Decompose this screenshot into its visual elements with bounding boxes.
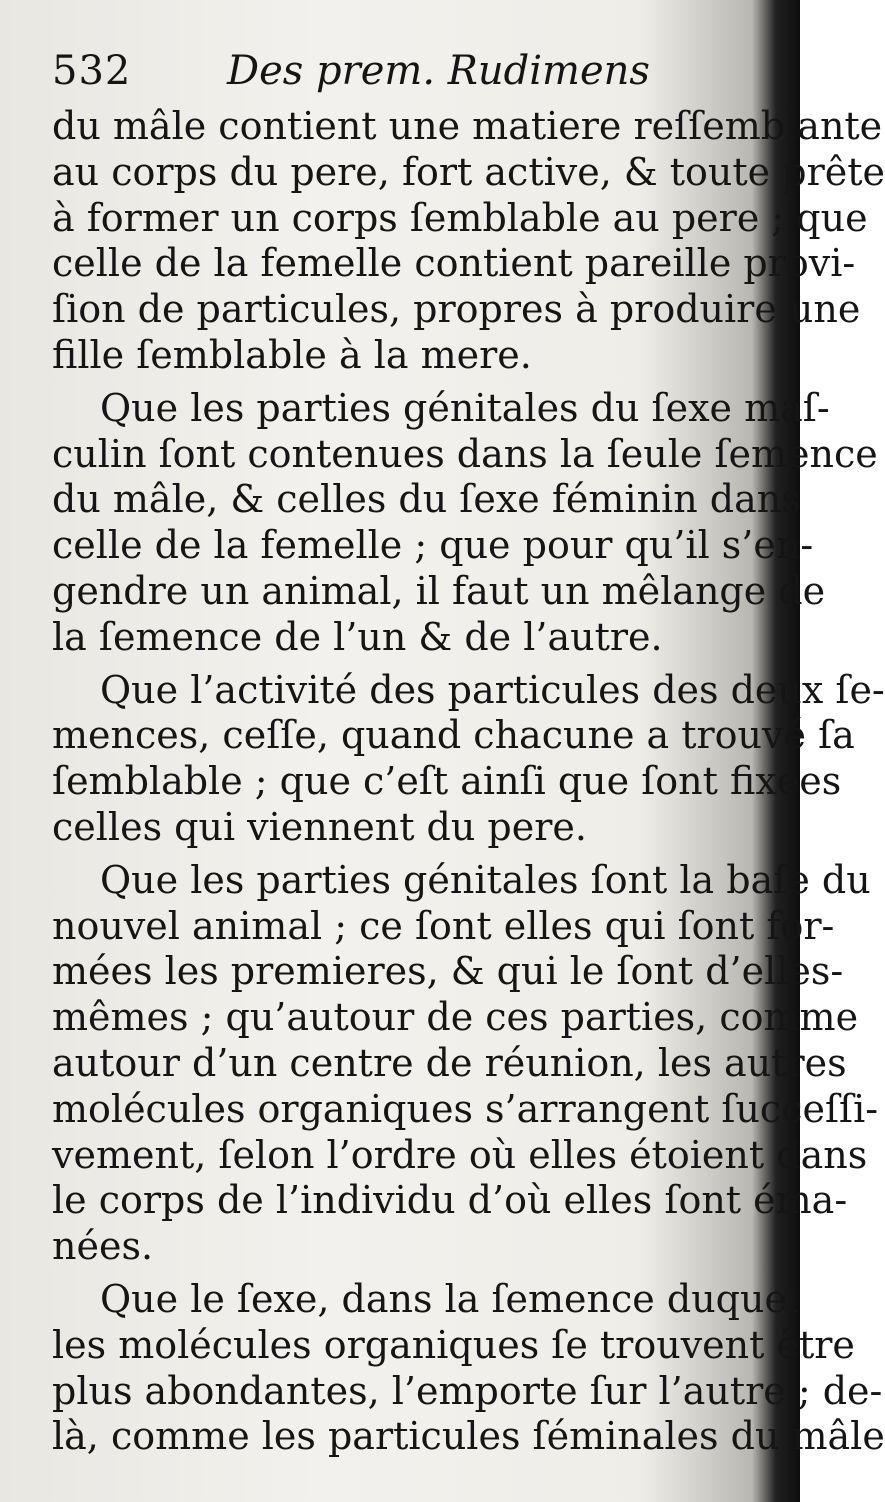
text-line: Que les parties génitales du ſexe maſ- (100, 385, 830, 430)
paragraph-gap (52, 379, 754, 386)
text-line: gendre un animal, il faut un mêlange de (52, 568, 826, 613)
paragraph-3 (52, 667, 885, 851)
page-number: 532 (52, 48, 132, 94)
text-line: à former un corps ſemblable au pere ; que (52, 195, 868, 240)
text-line: plus abondantes, l’emporte ſur l’autre ; de- (52, 1368, 883, 1413)
text-line: celles qui viennent du pere. (52, 804, 587, 849)
paragraph-gap (52, 851, 754, 858)
page-header (52, 42, 752, 104)
text-line: autour d’un centre de réunion, les autres (52, 1040, 847, 1085)
text-line: molécules organiques s’arrangent ſucceſſi- (52, 1086, 879, 1131)
text-line: ſemblable ; que c’eſt ainſi que ſont fixées (52, 759, 842, 804)
text-line: là, comme les particules ſéminales du mâle (52, 1414, 885, 1459)
paragraph-gap (52, 1270, 754, 1277)
body-text (52, 104, 885, 1460)
paragraph-4 (52, 857, 879, 1270)
text-line: Que les parties génitales ſont la baſe du (100, 857, 871, 902)
paragraph-1 (52, 104, 885, 379)
paragraph-gap (52, 661, 754, 668)
text-line: Que le ſexe, dans la ſemence duquel (100, 1276, 800, 1321)
text-line: culin ſont contenues dans la ſeule ſemence (52, 431, 878, 476)
paragraph-2 (52, 385, 878, 661)
text-line: nées. (52, 1224, 154, 1269)
running-head: Des prem. Rudimens (227, 48, 650, 94)
text-line: vement, ſelon l’ordre où elles étoient dans (52, 1132, 868, 1177)
text-line: ſion de particules, propres à produire une (52, 287, 861, 332)
text-line: la ſemence de l’un & de l’autre. (52, 614, 663, 659)
text-line: mées les premieres, & qui le ſont d’elles- (52, 949, 844, 994)
text-line: au corps du pere, fort active, & toute prête (52, 149, 885, 194)
text-line: le corps de l’individu d’où elles ſont éma- (52, 1178, 848, 1223)
text-line: du mâle, & celles du ſexe féminin dans (52, 477, 801, 522)
text-line: les molécules organiques ſe trouvent être (52, 1322, 855, 1367)
text-line: nouvel animal ; ce ſont elles qui ſont for- (52, 903, 835, 948)
text-line: mêmes ; qu’autour de ces parties, comme (52, 995, 859, 1040)
text-line: Que l’activité des particules des deux ſe- (100, 667, 885, 712)
text-line: celle de la femelle contient pareille provi- (52, 241, 856, 286)
text-line: du mâle contient une matiere reſſemblante (52, 104, 883, 148)
text-line: mences, ceſſe, quand chacune a trouvé ſa (52, 713, 855, 758)
text-line: fille ſemblable à la mere. (52, 332, 532, 377)
paragraph-5 (52, 1276, 885, 1460)
text-line: celle de la femelle ; que pour qu’il s’en- (52, 523, 814, 568)
